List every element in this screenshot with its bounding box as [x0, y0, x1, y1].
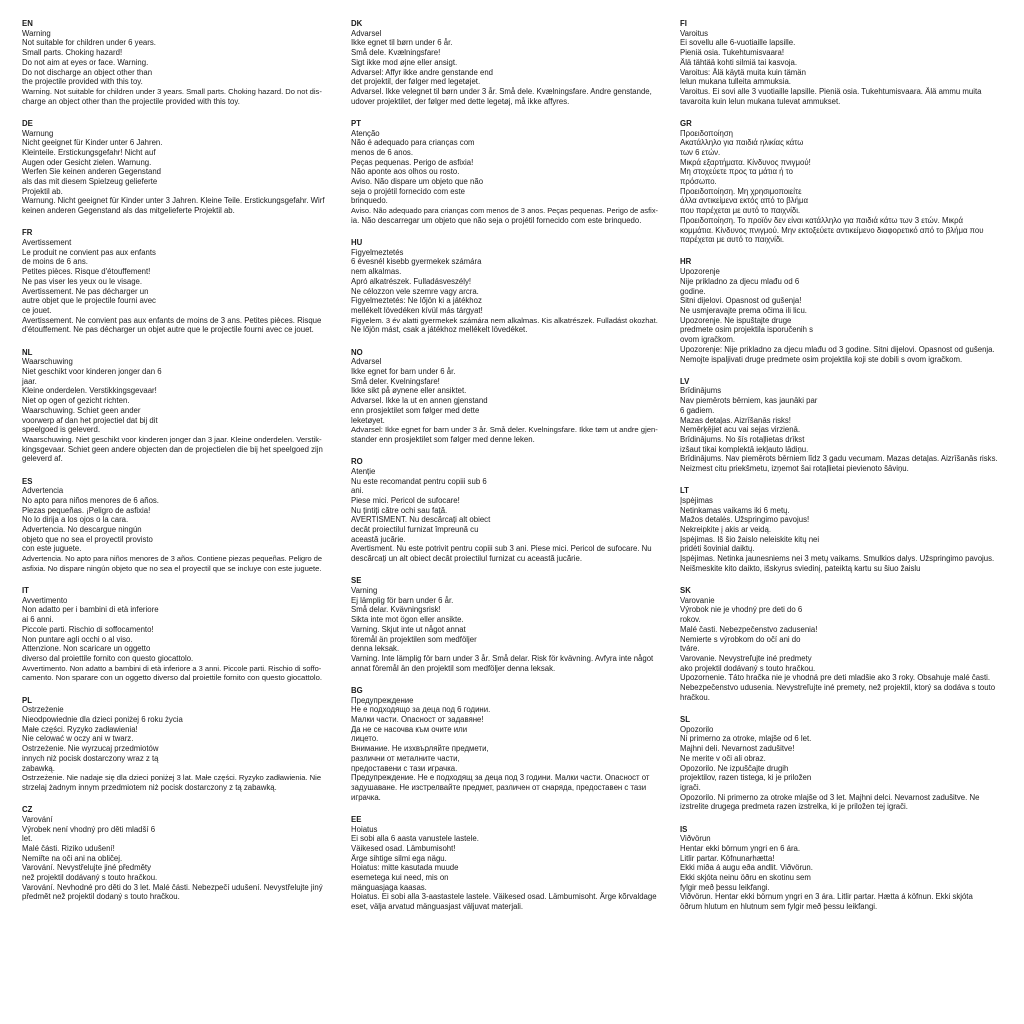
warning-column-3	[680, 19, 1000, 924]
language-code: ES	[22, 476, 33, 486]
warning-text-line: Ej lämplig för barn under 6 år.	[351, 595, 454, 605]
warning-text-line: det projektil, der følger med legetøjet.	[351, 77, 481, 87]
warning-text-line: Upozorenje: Nije prikladno za djecu mlađu od 3 godine. Sitni dijelovi. Opasnost od gušenja.	[680, 344, 995, 354]
warning-text-line: Avertisment. Nu este potrivit pentru copiii sub 3 ani. Piese mici. Pericol de sufocare. Nu	[351, 544, 652, 554]
warning-text-line: předmět než projektil dodaný s touto hračkou.	[22, 892, 180, 902]
warning-text-line: Výrobok nie je vhodný pre deti do 6	[680, 605, 803, 615]
warning-text-line: Piese mici. Pericol de sufocare!	[351, 495, 460, 505]
warning-text-line: asfixia. No dispare ningún objeto que no sea el proyectil que se incluye con este juguete.	[22, 563, 322, 573]
warning-text-line: enn prosjektilet som følger med dette	[351, 405, 480, 415]
warning-section-gr	[680, 119, 1000, 245]
warning-text-line: задушаване. Не изстрелвайте предмет, различен от снаряда, предоставен с тази	[351, 782, 647, 792]
warning-text-line: Små deler. Kvelningsfare!	[351, 376, 440, 386]
warning-text-line: Nemiřte na oči ani na obličej.	[22, 853, 123, 863]
warning-text-line: Werfen Sie keinen anderen Gegenstand	[22, 167, 161, 177]
warning-column-2	[351, 19, 661, 924]
warning-heading: Figyelmeztetés	[351, 247, 404, 257]
warning-text-line: ako projektil dodávaný s touto hračkou.	[680, 663, 816, 673]
warning-text-line: Netinkamas vaikams iki 6 metų.	[680, 505, 790, 515]
warning-text-line: izšaut tikai komplektā iekļauto lādiņu.	[680, 444, 809, 454]
warning-section-bg	[351, 686, 661, 802]
warning-text-line: decât proiectilul furnizat împreună cu	[351, 525, 479, 535]
warning-text-line: the projectile provided with this toy.	[22, 77, 143, 87]
warning-heading: Προειδοποίηση	[680, 128, 733, 138]
warning-text-line: различни от металните части,	[351, 753, 460, 763]
warning-text-line: Upozornenie. Táto hračka nie je vhodná pre deti mladšie ako 3 roky. Obsahuje malé časti.	[680, 673, 991, 683]
warning-text-line: Figyelmeztetés: Ne lőjön ki a játékhoz	[351, 296, 482, 306]
warning-text-line: această jucărie.	[351, 534, 406, 544]
warning-text-line: projektilov, razen tistega, ki je priložen	[680, 773, 812, 783]
warning-text-line: Nemojte ispaljivati druge predmete osim projektila koji ste dobili s ovom igračkom.	[680, 354, 963, 364]
warning-text-line: Ei sovellu alle 6-vuotiaille lapsille.	[680, 38, 796, 48]
warning-text-line: Avertissement. Ne convient pas aux enfants de moins de 3 ans. Petites pièces. Risque	[22, 315, 322, 325]
warning-section-ee	[351, 815, 661, 912]
warning-text-line: rokov.	[680, 615, 701, 625]
warning-text-line: Small parts. Choking hazard!	[22, 48, 123, 58]
warning-text-line: Varování. Nevystřelujte jiné předměty	[22, 863, 151, 873]
warning-text-line: Nav piemērots bērniem, kas jaunāki par	[680, 396, 818, 406]
warning-text-line: Μη στοχεύετε προς τα μάτια ή το	[680, 167, 793, 177]
warning-section-pt	[351, 119, 661, 226]
warning-text-line: esemetega kui need, mis on	[351, 873, 449, 883]
warning-section-se	[351, 576, 661, 673]
warning-text-line: Niet op ogen of gezicht richten.	[22, 396, 130, 406]
warning-text-line: Ei sobi alla 6 aasta vanustele lastele.	[351, 834, 479, 844]
warning-text-line: pridėti šovinial daiktų.	[680, 544, 755, 554]
warning-text-line: παρέχεται με αυτό το παιχνίδι.	[680, 235, 785, 245]
warning-text-line: Nu este recomandat pentru copiii sub 6	[351, 476, 487, 486]
warning-text-line: predmete osim projektila isporučenih s	[680, 325, 814, 335]
warning-text-line: играчка.	[351, 792, 381, 802]
warning-heading: Varning	[351, 586, 378, 596]
warning-text-line: Små dele. Kvælningsfare!	[351, 48, 441, 58]
language-code: SL	[680, 715, 690, 724]
warning-heading: Atenție	[351, 466, 376, 476]
warning-text-line: izstrelite drugega predmeta razen izstrelka, ki je priložen tej igrači.	[680, 802, 908, 812]
warning-text-line: Niet geschikt voor kinderen jonger dan 6	[22, 367, 162, 376]
warning-section-sl	[680, 715, 1000, 812]
warning-text-line: Warnung. Nicht geeignet für Kinder unter 3 Jahren. Kleine Teile. Erstickungsgefahr. Wirf	[22, 196, 325, 206]
warning-text-line: Não é adequado para crianças com	[351, 138, 475, 148]
warning-text-line: Viðvörun. Hentar ekki börnum yngri en 3 ára. Litlir partar. Hætta á köfnun. Ekki skjóta	[680, 892, 973, 902]
warning-text-line: Kleine onderdelen. Verstikkingsgevaar!	[22, 386, 157, 396]
warning-column-1	[22, 19, 325, 915]
warning-text-line: Nie celować w oczy ani w twarz.	[22, 734, 134, 744]
warning-text-line: eset, välja arvatud mänguasjast väljuvat materjali.	[351, 902, 524, 912]
warning-text-line: stander enn prosjektilet som følger med denne leken.	[351, 434, 535, 444]
warning-text-line: zabawką.	[22, 763, 55, 773]
warning-heading: Varoitus	[680, 28, 709, 38]
warning-text-line: предоставени с тази играчка.	[351, 763, 458, 773]
language-code: CZ	[22, 805, 33, 815]
warning-text-line: Advertencia. No descargue ningún	[22, 525, 142, 535]
warning-heading: Advertencia	[22, 486, 64, 496]
warning-text-line: Augen oder Gesicht zielen. Warnung.	[22, 157, 152, 167]
warning-text-line: Malé části. Riziko udušení!	[22, 843, 115, 853]
warning-text-line: Majhni deli. Nevarnost zadušitve!	[680, 744, 795, 754]
warning-text-line: AVERTISMENT. Nu descărcați alt obiect	[351, 515, 491, 525]
warning-text-line: Attenzione. Non scaricare un oggetto	[22, 644, 151, 654]
warning-text-line: Varovanie. Nevystreľujte iné predmety	[680, 653, 812, 663]
warning-text-line: Ekki skjóta neinu öðru en skotinu sem	[680, 873, 811, 883]
warning-text-line: seja o projétil fornecido com este	[351, 186, 465, 196]
warning-text-line: Aviso. Não dispare um objeto que não	[351, 177, 484, 187]
warning-text-line: που παρέχεται με αυτό το παιχνίδι.	[680, 206, 801, 216]
warning-text-line: Litlir partar. Köfnunarhætta!	[680, 853, 775, 863]
warning-text-line: Įspėjimas. Netinka jaunesniems nei 3 metų vaikams. Smulkios dalys. Užspringimo pavojus.	[680, 554, 995, 564]
warning-text-line: Varning. Skjut inte ut något annat	[351, 624, 466, 634]
warning-text-line: Nu țintiți către ochi sau față.	[351, 505, 448, 515]
warning-text-line: Внимание. Не изхвърляйте предмети,	[351, 744, 489, 754]
warning-text-line: No lo dirija a los ojos o la cara.	[22, 515, 129, 525]
warning-text-line: brinquedo.	[351, 196, 388, 206]
warning-text-line: speelgoed is geleverd.	[22, 425, 101, 435]
warning-text-line: Varování. Nevhodné pro děti do 3 let. Malé části. Nebezpečí udušení. Nevystřelujte jiný	[22, 882, 323, 892]
warning-heading: Warning	[22, 28, 51, 38]
warning-text-line: Brīdinājums. No šīs rotaļlietas drīkst	[680, 434, 805, 444]
warning-text-line: Hentar ekki börnum yngri en 6 ára.	[680, 843, 801, 853]
warning-text-line: Advarsel. Ikke velegnet til børn under 3 år. Små dele. Kvælningsfare. Andre genstande,	[351, 86, 652, 96]
warning-text-line: de moins de 6 ans.	[22, 257, 88, 267]
warning-text-line: let.	[22, 834, 33, 844]
warning-text-line: Ne pas viser les yeux ou le visage.	[22, 276, 143, 286]
warning-text-line: Προειδοποίηση. Το προϊόν δεν είναι κατάλληλο για παιδιά κάτω των 3 ετών. Μικρά	[680, 215, 964, 225]
warning-text-line: Ne usmjeravajte prema očima ili licu.	[680, 305, 807, 315]
language-code: LV	[680, 376, 690, 386]
warning-text-line: Varoitus. Ei sovi alle 3 vuotiaille lapsille. Pieniä osia. Tukehtumisvaara. Älä ammu muita	[680, 86, 982, 96]
warning-text-line: mellékelt lövedéken kívül más tárgyat!	[351, 305, 483, 315]
warning-heading: Įspėjimas	[680, 495, 713, 505]
warning-text-line: Sitni dijelovi. Opasnost od gušenja!	[680, 296, 802, 306]
warning-text-line: als das mit diesem Spielzeug gelieferte	[22, 177, 158, 187]
warning-text-line: hračkou.	[680, 692, 710, 702]
warning-text-line: Varning. Inte lämplig för barn under 3 år. Små delar. Risk för kvävning. Avfyra inte något	[351, 653, 654, 663]
language-code: EN	[22, 19, 33, 28]
warning-text-line: Hoiatus. Ei sobi alla 3-aastastele lastele. Väikesed osad. Lämbumisoht. Ärge kõrvaldage	[351, 892, 657, 902]
warning-text-line: Brīdinājums. Nav piemērots bērniem līdz 3 gadu vecumam. Mazas detaļas. Aizrīšanās risks.	[680, 454, 998, 464]
warning-text-line: autre objet que le projectile fourni avec	[22, 296, 156, 306]
warning-text-line: tváre.	[680, 644, 700, 654]
warning-text-line: con este juguete.	[22, 544, 82, 554]
warning-text-line: ia. Não descarregar um objeto que não seja o projétil fornecido com este brinquedo.	[351, 215, 642, 225]
warning-text-line: ce jouet.	[22, 305, 52, 315]
warning-text-line: Małe części. Ryzyko zadławienia!	[22, 724, 138, 734]
warning-text-line: geleverd af.	[22, 454, 63, 464]
warning-text-line: 6 gadiem.	[680, 405, 715, 415]
warning-text-line: Not suitable for children under 6 years.	[22, 38, 156, 48]
language-code: DK	[351, 19, 363, 28]
warning-text-line: κομμάτια. Κίνδυνος πνιγμού. Μην εκτοξεύετε αντικείμενο διαφορετικό από το βλήμα που	[680, 225, 984, 235]
warning-text-line: Ärge sihtige silmi ega nägu.	[351, 853, 447, 863]
language-code: DE	[22, 118, 33, 128]
warning-text-line: denna leksak.	[351, 644, 400, 654]
warning-text-line: 6 évesnél kisebb gyermekek számára	[351, 257, 482, 267]
warning-heading: Avvertimento	[22, 595, 68, 605]
warning-text-line: Mažos detalės. Užspringimo pavojus!	[680, 515, 810, 525]
warning-text-line: Nekreipkite į akis ar veidą.	[680, 525, 772, 535]
warning-text-line: föremål än projektilen som medföljer	[351, 634, 477, 644]
language-code: IS	[680, 824, 688, 834]
warning-text-line: Advertencia. No apto para niños menores de 3 años. Contiene piezas pequeñas. Peligro de	[22, 554, 322, 564]
warning-text-line: Výrobek není vhodný pro děti mladší 6	[22, 824, 156, 834]
language-code: LT	[680, 486, 689, 496]
warning-heading: Advarsel	[351, 28, 382, 38]
warning-section-fr	[22, 228, 325, 335]
warning-text-line: Non adatto per i bambini di età inferiore	[22, 605, 159, 615]
warning-text-line: Peças pequenas. Perigo de asfixia!	[351, 157, 474, 167]
warning-heading: Hoiatus	[351, 824, 378, 834]
warning-text-line: Hoiatus: mitte kasutada muude	[351, 863, 459, 873]
warning-text-line: Pieniä osia. Tukehtumisvaara!	[680, 48, 785, 58]
warning-heading: Varovanie	[680, 595, 715, 605]
warning-text-line: Nemērķējiet acu vai sejas virzienā.	[680, 425, 801, 435]
warning-text-line: Kleinteile. Erstickungsgefahr! Nicht auf	[22, 147, 156, 157]
warning-section-pl	[22, 696, 325, 793]
warning-text-line: Piccole parti. Rischio di soffocamento!	[22, 624, 154, 634]
warning-text-line: Upozorenje. Ne ispuštajte druge	[680, 315, 792, 325]
warning-text-line: Não aponte aos olhos ou rosto.	[351, 167, 460, 177]
warning-text-line: Projektil ab.	[22, 186, 63, 196]
warning-text-line: Ne merite v oči ali obraz.	[680, 753, 766, 763]
warning-text-line: ovom igračkom.	[680, 335, 736, 345]
warning-text-line: charge an object other than the projectile provided with this toy.	[22, 96, 240, 106]
warning-text-line: Ikke sikt på øynene eller ansiktet.	[351, 386, 467, 396]
warning-text-line: Do not discharge an object other than	[22, 67, 153, 77]
warning-section-it	[22, 586, 325, 683]
warning-text-line: öðrum hlutum en hlutnum sem fylgir með þessu leikfangi.	[680, 902, 878, 912]
warning-text-line: Waarschuwing. Niet geschikt voor kinderen jonger dan 3 jaar. Kleine onderdelen. Verstik-	[22, 434, 322, 444]
warning-text-line: nem alkalmas.	[351, 267, 402, 277]
warning-text-line: Προειδοποίηση. Μη χρησιμοποιείτε	[680, 186, 802, 196]
warning-text-line: των 6 ετών.	[680, 147, 721, 157]
warning-text-line: mänguasjaga kaasas.	[351, 882, 427, 892]
warning-section-ro	[351, 457, 661, 564]
warning-text-line: Advarsel: Ikke egnet for barn under 3 år. Små deler. Kvelningsfare. Ikke tøm ut andre gjen-	[351, 425, 658, 435]
warning-heading: Ostrzeżenie	[22, 705, 64, 715]
warning-text-line: fylgir með þessu leikfangi.	[680, 882, 770, 892]
language-code: IT	[22, 586, 29, 596]
language-code: RO	[351, 457, 363, 467]
warning-text-line: Ostrzeżenie. Nie nadaje się dla dzieci poniżej 3 lat. Małe części. Ryzyko zadławienia. Nie	[22, 773, 322, 783]
warning-text-line: Ακατάλληλο για παιδιά ηλικίας κάτω	[680, 138, 804, 148]
warning-text-line: camento. Non sparare con un oggetto diverso dal proiettile fornito con questo giocattolo.	[22, 673, 322, 683]
warning-text-line: strzelaj żadnym innym przedmiotem niż pocisk dostarczony z tą zabawką.	[22, 782, 277, 792]
warning-text-line: Advarsel. Ikke la ut en annen gjenstand	[351, 396, 488, 406]
warning-text-line: Opozorilo. Ne izpuščajte drugih	[680, 763, 789, 773]
warning-text-line: descărcați un alt obiect decât proiectilul furnizat cu această jucărie.	[351, 554, 582, 564]
warning-text-line: voorwerp af dan het projectiel dat bij dit	[22, 415, 158, 425]
warning-heading: Opozorilo	[680, 724, 714, 734]
warning-section-cz	[22, 805, 325, 902]
warning-text-line: Да не се насочва към очите или	[351, 724, 468, 734]
warning-section-fi	[680, 19, 1000, 106]
warning-text-line: Non puntare agli occhi o al viso.	[22, 634, 133, 644]
warning-text-line: Малки части. Опасност от задавяне!	[351, 715, 484, 724]
warning-text-line: Nebezpečenstvo udusenia. Nevystreľujte iné premety, než projektil, ktorý sa dodáva s touto	[680, 683, 996, 693]
warning-text-line: πρόσωπο.	[680, 177, 717, 187]
warning-heading: Viðvörun	[680, 834, 711, 844]
warning-section-sk	[680, 586, 1000, 702]
warning-text-line: Advarsel: Affyr ikke andre genstande end	[351, 67, 494, 77]
language-code: GR	[680, 118, 692, 128]
warning-text-line: Opozorilo. Ni primerno za otroke mlajše od 3 let. Majhni delci. Nevarnost zadušitve. Ne	[680, 792, 980, 802]
warning-text-line: d'étouffement. Ne pas décharger un objet autre que le projectile fourni avec ce jouet.	[22, 325, 314, 335]
warning-text-line: lelun mukana tulleita ammuksia.	[680, 77, 791, 87]
warning-text-line: ai 6 anni.	[22, 615, 54, 625]
language-code: EE	[351, 814, 362, 824]
warning-text-line: leketøyet.	[351, 415, 385, 425]
warning-text-line: Ikke egnet for barn under 6 år.	[351, 367, 456, 376]
warning-text-line: Warning. Not suitable for children under 3 years. Small parts. Choking hazard. Do not dis-	[22, 86, 322, 96]
warning-text-line: Avertissement. Ne pas décharger un	[22, 286, 149, 296]
warning-section-no	[351, 348, 661, 445]
warning-text-line: Waarschuwing. Schiet geen ander	[22, 405, 141, 415]
language-code: NL	[22, 347, 33, 357]
warning-text-line: Ekki miða á augu eða andlit. Viðvörun.	[680, 863, 813, 873]
warning-section-nl	[22, 348, 325, 464]
warning-text-line: No apto para niños menores de 6 años.	[22, 495, 159, 505]
warning-text-line: Не е подходящо за деца под 6 години.	[351, 705, 491, 715]
warning-text-line: Älä tähtää kohti silmiä tai kasvoja.	[680, 57, 798, 67]
warning-text-line: лицето.	[351, 734, 379, 744]
warning-section-lv	[680, 377, 1000, 474]
warning-text-line: Neizmest citu priekšmetu, izņemot šai rotaļlietai pievienoto šāviņu.	[680, 464, 909, 474]
warning-text-line: kingsgevaar. Schiet geen andere objecten dan de projectielen die bij het speelgoed zijn	[22, 444, 323, 454]
warning-text-line: tavaroita kuin lelun mukana tulevat ammukset.	[680, 96, 841, 106]
warning-section-en	[22, 19, 325, 106]
warning-text-line: Ostrzeżenie. Nie wyrzucaj przedmiotów	[22, 744, 159, 754]
warning-heading: Предупреждение	[351, 695, 414, 705]
warning-section-es	[22, 477, 325, 574]
warning-section-de	[22, 119, 325, 216]
warning-text-line: než projektil dodávaný s touto hračkou.	[22, 873, 158, 883]
warning-text-line: Apró alkatrészek. Fulladásveszély!	[351, 276, 472, 286]
warning-section-lt	[680, 486, 1000, 573]
language-code: PT	[351, 118, 361, 128]
warning-text-line: Sigt ikke mod øjne eller ansigt.	[351, 57, 458, 67]
warning-text-line: Sikta inte mot ögon eller ansikte.	[351, 615, 464, 625]
warning-text-line: Nemierte s výrobkom do očí ani do	[680, 634, 801, 644]
warning-text-line: Le produit ne convient pas aux enfants	[22, 247, 156, 257]
warning-section-hr	[680, 257, 1000, 364]
warning-heading: Brīdinājums	[680, 386, 722, 396]
warning-text-line: Avvertimento. Non adatto a bambini di età inferiore a 3 anni. Piccole parti. Rischio di soffo-	[22, 663, 322, 673]
warning-heading: Advarsel	[351, 357, 382, 367]
warning-text-line: Malé časti. Nebezpečenstvo zadusenia!	[680, 624, 818, 634]
warning-text-line: jaar.	[22, 376, 37, 386]
warning-text-line: diverso dal proiettile fornito con questo giocattolo.	[22, 653, 194, 663]
warning-text-line: Varoitus: Älä käytä muita kuin tämän	[680, 67, 806, 77]
warning-heading: Avertissement	[22, 238, 72, 248]
warning-heading: Waarschuwing	[22, 357, 73, 367]
warning-section-hu	[351, 238, 661, 335]
warning-text-line: Petites pièces. Risque d'étouffement!	[22, 267, 151, 277]
language-code: FI	[680, 19, 687, 28]
warning-text-line: godine.	[680, 286, 706, 296]
warning-text-line: objeto que no sea el proyectil provisto	[22, 534, 153, 544]
warning-text-line: Mazas detaļas. Aizrīšanās risks!	[680, 415, 791, 425]
warning-section-is	[680, 825, 1000, 912]
language-code: HU	[351, 238, 363, 248]
warning-text-line: Piezas pequeñas. ¡Peligro de asfixia!	[22, 505, 151, 515]
warning-text-line: Nieodpowiednie dla dzieci poniżej 6 roku życia	[22, 715, 183, 724]
warning-heading: Upozorenje	[680, 267, 720, 277]
warning-text-line: keinen anderen Gegenstand als das mitgelieferte Projektil ab.	[22, 206, 235, 216]
warning-text-line: Предупреждение. Не е подходящ за деца под 3 години. Малки части. Опасност от	[351, 773, 650, 783]
warning-text-line: Nicht geeignet für Kinder unter 6 Jahren.	[22, 138, 163, 148]
warning-text-line: Små delar. Kvävningsrisk!	[351, 605, 441, 615]
warning-text-line: Aviso. Não adequado para crianças com menos de 3 anos. Peças pequenas. Perigo de asfix-	[351, 206, 658, 216]
warning-text-line: Μικρά εξαρτήματα. Κίνδυνος πνιγμού!	[680, 157, 811, 167]
warning-text-line: Nije prikladno za djecu mlađu od 6	[680, 276, 800, 286]
language-code: SE	[351, 576, 362, 586]
language-code: FR	[22, 228, 33, 238]
language-code: HR	[680, 257, 692, 267]
warning-text-line: ani.	[351, 486, 364, 496]
warning-text-line: Ne lőjön mást, csak a játékhoz mellékelt lövedéket.	[351, 325, 528, 335]
language-code: PL	[22, 695, 32, 705]
warning-text-line: annat föremål än den projektil som medföljer denna leksak.	[351, 663, 556, 673]
warning-text-line: innych niż pocisk dostarczony wraz z tą	[22, 753, 159, 763]
warning-text-line: Ikke egnet til børn under 6 år.	[351, 38, 453, 48]
warning-section-dk	[351, 19, 661, 106]
warning-heading: Atenção	[351, 128, 380, 138]
warning-text-line: menos de 6 anos.	[351, 147, 413, 157]
warning-text-line: Figyelem. 3 év alatti gyermekek számára nem alkalmas. Kis alkatrészek. Fulladást okozhat.	[351, 315, 658, 325]
language-code: BG	[351, 685, 363, 695]
warning-heading: Warnung	[22, 128, 54, 138]
warning-text-line: igrači.	[680, 782, 701, 792]
language-code: NO	[351, 347, 363, 357]
warning-text-line: udover projektilet, der følger med dette legetøj, må ikke affyres.	[351, 96, 570, 106]
language-code: SK	[680, 586, 691, 596]
warning-text-line: Do not aim at eyes or face. Warning.	[22, 57, 149, 67]
warning-text-line: Įspėjimas. Iš šio žaislo neleiskite kitų nei	[680, 534, 820, 544]
warning-text-line: Neišmeskite kito daikto, išskyrus sviedinį, pateiktą kartu su šiuo žaislu	[680, 563, 921, 573]
warning-heading: Varování	[22, 814, 53, 824]
warning-text-line: Ni primerno za otroke, mlajše od 6 let.	[680, 734, 812, 744]
warning-text-line: Ne célozzon vele szemre vagy arcra.	[351, 286, 479, 296]
warning-text-line: άλλα αντικείμενα εκτός από το βλήμα	[680, 196, 809, 206]
warning-text-line: Väikesed osad. Lämbumisoht!	[351, 843, 456, 853]
